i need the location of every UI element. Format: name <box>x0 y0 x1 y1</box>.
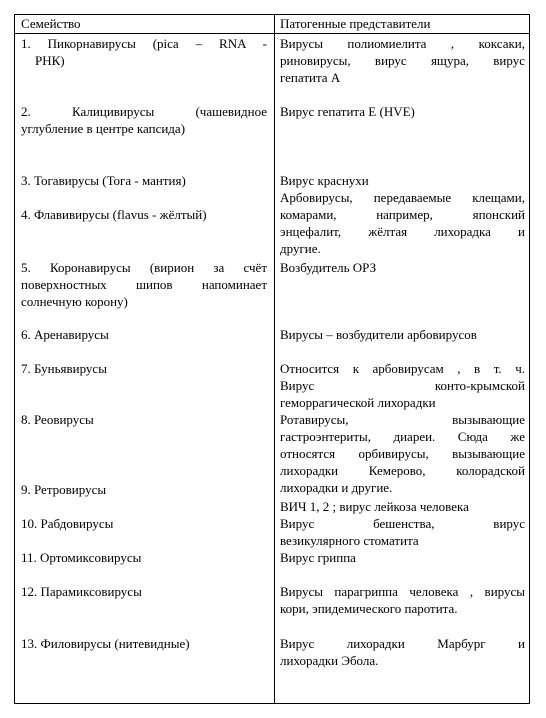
table-row-4-pathogens: Арбовирусы, передаваемые клещами, комарами, например, японский энцефалит, жёлтая лихорадка и другие. <box>280 190 525 256</box>
table-row-9-family: 9. Ретровирусы <box>21 482 107 497</box>
header-family: Семейство <box>21 16 81 31</box>
table-row-1-family: 1. Пикорнавирусы (pica – RNA - РНК) <box>21 36 267 68</box>
table-row-5-pathogens: Возбудитель ОРЗ <box>280 260 377 275</box>
table-row-13-pathogens: Вирус лихорадки Марбург и лихорадки Эбола. <box>280 636 525 668</box>
table-row-4-family: 4. Флавивирусы (flavus - жёлтый) <box>21 207 207 222</box>
table-row-7-family: 7. Буньявирусы <box>21 361 107 376</box>
table-row-6-family: 6. Аренавирусы <box>21 327 109 342</box>
table-row-12-pathogens: Вирусы парагриппа человека , вирусы кори, эпидемического паротита. <box>280 584 525 616</box>
table-row-2-pathogens: Вирус гепатита Е (HVE) <box>280 104 415 119</box>
header-divider <box>15 33 529 34</box>
column-divider <box>274 15 275 703</box>
table-row-9-pathogens: ВИЧ 1, 2 ; вирус лейкоза человека <box>280 499 469 514</box>
virus-families-table <box>14 14 530 704</box>
table-row-10-family: 10. Рабдовирусы <box>21 516 114 531</box>
table-row-8-family: 8. Реовирусы <box>21 412 94 427</box>
table-row-11-pathogens: Вирус гриппа <box>280 550 356 565</box>
table-row-8-pathogens: Ротавирусы, вызывающие гастроэнтериты, диареи. Сюда же относятся орбивирусы, вызывающие лихорадки Кемерово, колорадской лихорадки и другие. <box>280 412 525 495</box>
table-row-2-family: 2. Калицивирусы (чашевидное углубление в центре капсида) <box>21 104 267 136</box>
table-row-3-family: 3. Тогавирусы (Тога - мантия) <box>21 173 186 188</box>
table-row-1-pathogens: Вирусы полиомиелита , коксаки, риновирусы, вирус ящура, вирус гепатита А <box>280 36 525 85</box>
table-row-6-pathogens: Вирусы – возбудители арбовирусов <box>280 327 477 342</box>
table-row-13-family: 13. Филовирусы (нитевидные) <box>21 636 190 651</box>
table-row-7-pathogens: Относится к арбовирусам , в т. ч. Вирус конто-крымской геморрагической лихорадки <box>280 361 525 410</box>
table-row-11-family: 11. Ортомиксовирусы <box>21 550 142 565</box>
table-row-5-family: 5. Коронавирусы (вирион за счёт поверхностных шипов напоминает солнечную корону) <box>21 260 267 309</box>
header-pathogens: Патогенные представители <box>280 16 431 31</box>
table-row-10-pathogens: Вирус бешенства, вирус везикулярного стоматита <box>280 516 525 548</box>
table-row-12-family: 12. Парамиксовирусы <box>21 584 142 599</box>
table-row-3-pathogens: Вирус краснухи <box>280 173 369 188</box>
